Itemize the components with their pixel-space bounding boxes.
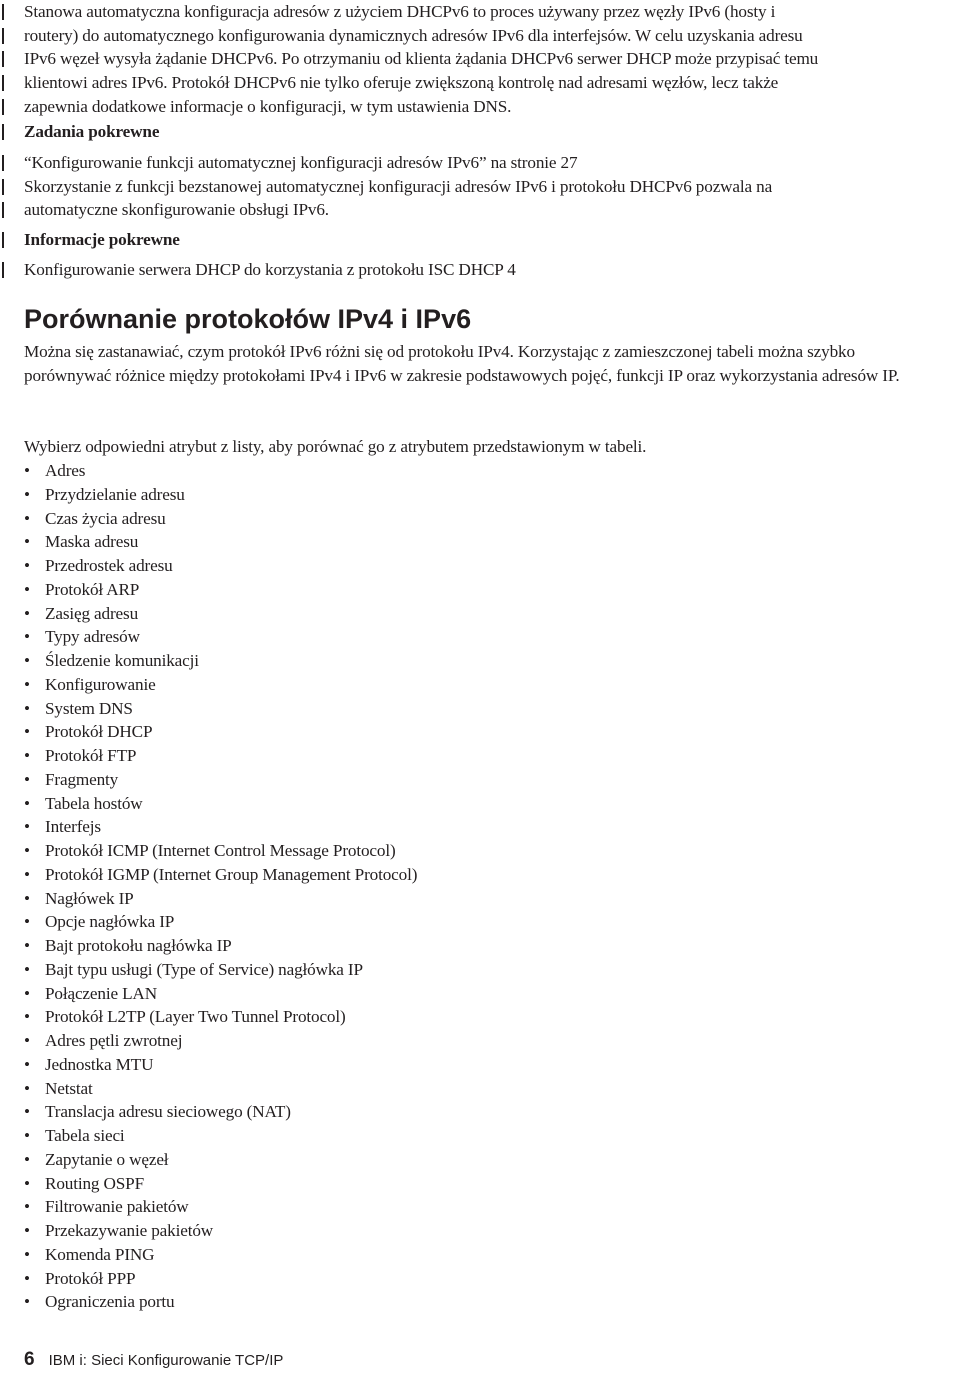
attribute-label: Interfejs bbox=[45, 817, 101, 837]
related-tasks-content bbox=[0, 151, 958, 222]
attribute-list-item[interactable] bbox=[24, 887, 417, 911]
bullet-icon: • bbox=[24, 1221, 30, 1240]
attribute-label: Konfigurowanie bbox=[45, 674, 156, 694]
bullet-icon: • bbox=[24, 1292, 30, 1312]
attribute-list-item[interactable] bbox=[24, 1124, 417, 1148]
dhcpv6-paragraph bbox=[0, 0, 958, 119]
bullet-icon: • bbox=[24, 1007, 30, 1027]
related-tasks-block bbox=[0, 120, 958, 144]
attribute-list-item[interactable] bbox=[24, 910, 417, 934]
attribute-label: Zasięg adresu bbox=[45, 603, 139, 623]
attribute-list-item[interactable] bbox=[24, 1267, 417, 1291]
attribute-list-item[interactable] bbox=[24, 1290, 417, 1314]
attribute-list-item[interactable] bbox=[24, 554, 417, 578]
attribute-list-item[interactable] bbox=[24, 1005, 417, 1029]
paragraph-line: IPv6 węzeł wysyła żądanie DHCPv6. Po otrzymaniu od klienta żądania DHCPv6 serwer DHCP może przypisać temu bbox=[0, 47, 958, 71]
attribute-list-item[interactable] bbox=[24, 1077, 417, 1101]
bullet-icon: • bbox=[24, 1031, 30, 1050]
bullet-icon: • bbox=[24, 722, 30, 742]
related-info-heading: Informacje pokrewne bbox=[0, 228, 958, 252]
attribute-label: Przedrostek adresu bbox=[45, 556, 173, 575]
attribute-list-item[interactable] bbox=[24, 602, 417, 626]
attribute-label: Przydzielanie adresu bbox=[45, 484, 185, 504]
attribute-list-item[interactable] bbox=[24, 934, 417, 958]
bullet-icon: • bbox=[24, 651, 30, 670]
attribute-label: Bajt typu usługi (Type of Service) nagłówka IP bbox=[45, 959, 363, 979]
attribute-label: Adres bbox=[45, 461, 86, 480]
attribute-label: Protokół IGMP (Internet Group Management Protocol) bbox=[45, 864, 418, 884]
attribute-list-item[interactable] bbox=[24, 1195, 417, 1219]
attribute-label: Bajt protokołu nagłówka IP bbox=[45, 936, 232, 955]
attribute-list-item[interactable] bbox=[24, 1100, 417, 1124]
bullet-icon: • bbox=[24, 579, 30, 599]
attribute-list-item[interactable] bbox=[24, 625, 417, 649]
attribute-label: Przekazywanie pakietów bbox=[45, 1221, 214, 1240]
attribute-label: Protokół DHCP bbox=[45, 722, 153, 742]
attribute-label: Protokół ICMP (Internet Control Message Protocol) bbox=[45, 841, 396, 860]
paragraph-line: Stanowa automatyczna konfiguracja adresów z użyciem DHCPv6 to proces używany przez węzły IPv6 (hosty i bbox=[0, 0, 958, 24]
attribute-list-item[interactable] bbox=[24, 839, 417, 863]
attribute-label: Ograniczenia portu bbox=[45, 1292, 175, 1312]
attribute-label: Routing OSPF bbox=[45, 1173, 144, 1193]
bullet-icon: • bbox=[24, 1054, 30, 1074]
attribute-label: Tabela sieci bbox=[45, 1126, 125, 1145]
bullet-icon: • bbox=[24, 912, 30, 932]
select-instruction: Wybierz odpowiedni atrybut z listy, aby porównać go z atrybutem przedstawionym w tabeli. bbox=[24, 437, 647, 456]
attribute-list-item[interactable] bbox=[24, 958, 417, 982]
bullet-icon: • bbox=[24, 484, 30, 504]
attribute-list-item[interactable] bbox=[24, 578, 417, 602]
page-footer bbox=[24, 1349, 283, 1372]
attribute-label: Śledzenie komunikacji bbox=[45, 651, 199, 670]
attribute-label: Netstat bbox=[45, 1078, 93, 1098]
attribute-list-item[interactable] bbox=[24, 459, 417, 483]
paragraph-line: routery) do automatycznego konfigurowania dynamicznych adresów IPv6 dla interfejsów. W celu uzyskania adresu bbox=[0, 24, 958, 48]
attribute-list-item[interactable] bbox=[24, 1172, 417, 1196]
attribute-list-item[interactable] bbox=[24, 1053, 417, 1077]
bullet-icon: • bbox=[24, 461, 30, 480]
section-intro: Można się zastanawiać, czym protokół IPv6 różni się od protokołu IPv4. Korzystając z zamieszczonej tabeli można szybko porównywać różnice między protokołami IPv4 i IPv6 w zakresie podstawowych pojęć, funkcji IP oraz wykorzystania adresów IP. bbox=[24, 342, 900, 385]
section-title: Porównanie protokołów IPv4 i IPv6 bbox=[24, 304, 472, 334]
paragraph-line: klientowi adres IPv6. Protokół DHCPv6 nie tylko oferuje zwiększoną kontrolę nad adresami węzłów, lecz także bbox=[0, 71, 958, 95]
bullet-icon: • bbox=[24, 1268, 30, 1288]
related-task-link[interactable]: “Konfigurowanie funkcji automatycznej konfiguracji adresów IPv6” na stronie 27 bbox=[0, 151, 958, 175]
attribute-list-item[interactable] bbox=[24, 1029, 417, 1053]
attribute-label: Protokół ARP bbox=[45, 579, 140, 599]
bullet-icon: • bbox=[24, 532, 30, 552]
attribute-label: Fragmenty bbox=[45, 769, 119, 789]
attribute-list-item[interactable] bbox=[24, 792, 417, 816]
bullet-icon: • bbox=[24, 627, 30, 647]
related-info-content bbox=[0, 258, 958, 282]
attribute-list-item[interactable] bbox=[24, 815, 417, 839]
attribute-list-item[interactable] bbox=[24, 720, 417, 744]
bullet-icon: • bbox=[24, 1078, 30, 1098]
attribute-label: Adres pętli zwrotnej bbox=[45, 1031, 183, 1050]
related-info-block bbox=[0, 228, 958, 252]
attribute-list-item[interactable] bbox=[24, 697, 417, 721]
bullet-icon: • bbox=[24, 793, 30, 813]
attribute-label: System DNS bbox=[45, 698, 133, 718]
related-info-link[interactable]: Konfigurowanie serwera DHCP do korzystania z protokołu ISC DHCP 4 bbox=[0, 258, 958, 282]
attribute-list-item[interactable] bbox=[24, 507, 417, 531]
related-task-description: Skorzystanie z funkcji bezstanowej automatycznej konfiguracji adresów IPv6 i protokołu DHCPv6 pozwala na bbox=[0, 175, 958, 199]
bullet-icon: • bbox=[24, 746, 30, 765]
bullet-icon: • bbox=[24, 817, 30, 837]
bullet-icon: • bbox=[24, 1102, 30, 1122]
attribute-list-item[interactable] bbox=[24, 863, 417, 887]
bullet-icon: • bbox=[24, 888, 30, 908]
related-task-description: automatyczne skonfigurowanie obsługi IPv6. bbox=[0, 198, 958, 222]
bullet-icon: • bbox=[24, 1173, 30, 1193]
footer-title: IBM i: Sieci Konfigurowanie TCP/IP bbox=[48, 1352, 284, 1369]
attribute-list bbox=[24, 459, 417, 1314]
attribute-label: Translacja adresu sieciowego (NAT) bbox=[45, 1102, 291, 1122]
bullet-icon: • bbox=[24, 936, 30, 955]
bullet-icon: • bbox=[24, 864, 30, 884]
paragraph-line: zapewnia dodatkowe informacje o konfiguracji, w tym ustawienia DNS. bbox=[0, 95, 958, 119]
attribute-list-item[interactable] bbox=[24, 530, 417, 554]
attribute-label: Maska adresu bbox=[45, 532, 139, 552]
attribute-label: Czas życia adresu bbox=[45, 508, 166, 528]
attribute-list-item[interactable] bbox=[24, 649, 417, 673]
bullet-icon: • bbox=[24, 556, 30, 575]
attribute-label: Zapytanie o węzeł bbox=[45, 1149, 169, 1169]
bullet-icon: • bbox=[24, 1197, 30, 1217]
bullet-icon: • bbox=[24, 674, 30, 694]
attribute-label: Filtrowanie pakietów bbox=[45, 1197, 189, 1217]
attribute-label: Połączenie LAN bbox=[45, 983, 157, 1003]
bullet-icon: • bbox=[24, 603, 30, 623]
attribute-label: Typy adresów bbox=[45, 627, 140, 647]
attribute-label: Protokół FTP bbox=[45, 746, 137, 765]
attribute-list-item[interactable] bbox=[24, 483, 417, 507]
attribute-label: Opcje nagłówka IP bbox=[45, 912, 175, 932]
bullet-icon: • bbox=[24, 983, 30, 1003]
attribute-label: Protokół L2TP (Layer Two Tunnel Protocol) bbox=[45, 1007, 346, 1027]
bullet-icon: • bbox=[24, 698, 30, 718]
attribute-label: Protokół PPP bbox=[45, 1268, 136, 1288]
bullet-icon: • bbox=[24, 1149, 30, 1169]
bullet-icon: • bbox=[24, 841, 30, 860]
attribute-label: Komenda PING bbox=[45, 1244, 155, 1264]
attribute-label: Jednostka MTU bbox=[45, 1054, 154, 1074]
attribute-label: Tabela hostów bbox=[45, 793, 143, 813]
bullet-icon: • bbox=[24, 1244, 30, 1264]
attribute-label: Nagłówek IP bbox=[45, 888, 134, 908]
bullet-icon: • bbox=[24, 769, 30, 789]
page-number: 6 bbox=[24, 1349, 35, 1370]
bullet-icon: • bbox=[24, 1126, 30, 1145]
attribute-list-item[interactable] bbox=[24, 1243, 417, 1267]
attribute-list-item[interactable] bbox=[24, 768, 417, 792]
bullet-icon: • bbox=[24, 508, 30, 528]
attribute-list-item[interactable] bbox=[24, 673, 417, 697]
related-tasks-heading: Zadania pokrewne bbox=[0, 120, 958, 144]
attribute-list-item[interactable] bbox=[24, 1219, 417, 1243]
attribute-list-item[interactable] bbox=[24, 1148, 417, 1172]
attribute-list-item[interactable] bbox=[24, 744, 417, 768]
attribute-list-item[interactable] bbox=[24, 982, 417, 1006]
bullet-icon: • bbox=[24, 959, 30, 979]
